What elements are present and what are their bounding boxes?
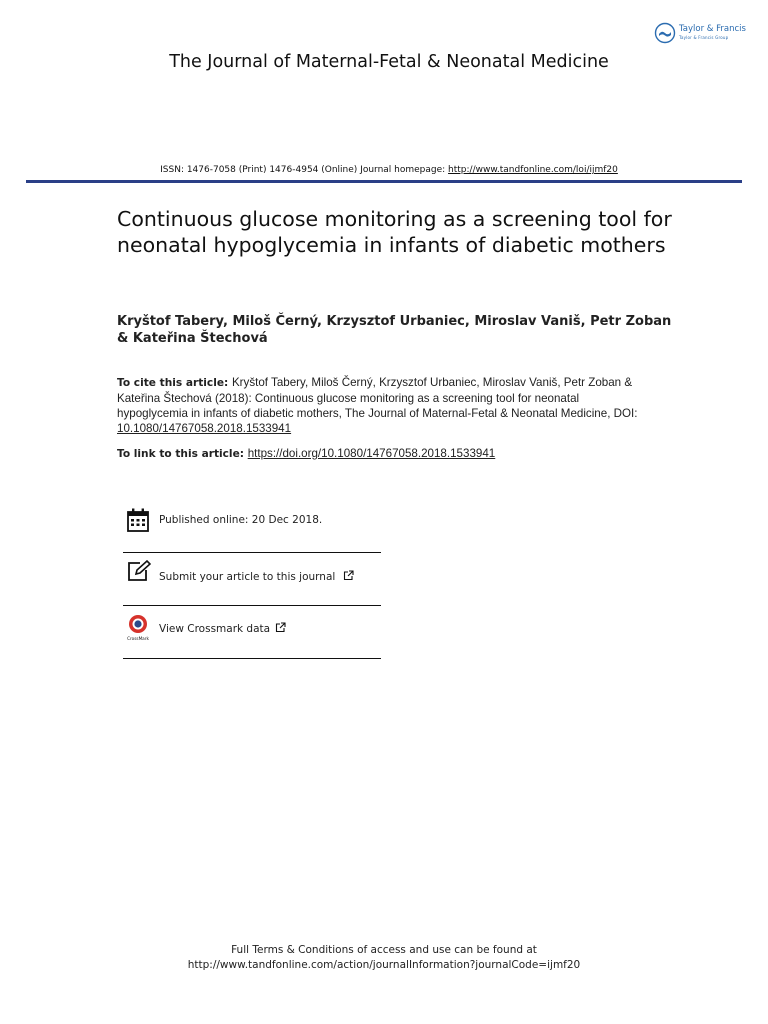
publisher-name: Taylor & Francis <box>679 24 746 34</box>
external-link-icon <box>275 622 286 633</box>
calendar-icon <box>127 508 149 532</box>
citation-block <box>117 375 647 436</box>
publisher-group: Taylor & Francis Group <box>679 35 729 40</box>
footer-line-1: Full Terms & Conditions of access and use can be found at <box>231 944 537 956</box>
external-link-icon <box>343 570 354 581</box>
article-title: Continuous glucose monitoring as a screening tool for neonatal hypoglycemia in infants of diabetic mothers <box>117 207 672 257</box>
publisher-logo <box>654 22 750 48</box>
crossmark-logo-icon <box>125 614 151 642</box>
article-authors: Kryštof Tabery, Miloš Černý, Krzysztof Urbaniec, Miroslav Vaniš, Petr Zoban & Kateřina Štechová <box>117 314 672 346</box>
crossmark-text: View Crossmark data <box>159 623 271 635</box>
journal-title: The Journal of Maternal-Fetal & Neonatal Medicine <box>169 52 609 72</box>
link-label: To link to this article: <box>117 448 248 460</box>
divider <box>123 605 381 606</box>
published-online-row <box>123 508 381 534</box>
divider <box>123 658 381 659</box>
issn-line <box>0 165 768 175</box>
footer <box>0 943 768 972</box>
citation-text: Kryštof Tabery, Miloš Černý, Krzysztof Urbaniec, Miroslav Vaniš, Petr Zoban & Kateřina Štechová (2018): Continuous glucose monitoring as a screening tool for neonatal hypoglycemia in infants of diabetic mothers, The Journal of Maternal-Fetal & Neonatal Medicine, DOI: <box>117 376 638 420</box>
journal-homepage-link[interactable]: http://www.tandfonline.com/loi/ijmf20 <box>448 165 618 175</box>
taylor-francis-logo-icon <box>654 22 676 44</box>
citation-doi-link[interactable]: 10.1080/14767058.2018.1533941 <box>117 422 292 435</box>
article-link-line <box>117 446 677 462</box>
header-rule <box>26 180 742 183</box>
crossmark-link[interactable] <box>159 621 284 635</box>
divider <box>123 552 381 553</box>
crossmark-logo-text: CrossMark <box>127 636 149 641</box>
citation-label: To cite this article: <box>117 377 232 389</box>
footer-terms-link[interactable]: http://www.tandfonline.com/action/journalInformation?journalCode=ijmf20 <box>187 958 581 971</box>
submit-article-link[interactable] <box>159 569 350 583</box>
published-online-text: Published online: 20 Dec 2018. <box>159 514 323 526</box>
submit-article-text: Submit your article to this journal <box>159 571 336 583</box>
submit-article-row[interactable] <box>123 560 381 586</box>
edit-icon <box>127 560 151 582</box>
issn-text: ISSN: 1476-7058 (Print) 1476-4954 (Online) Journal homepage: <box>160 165 449 175</box>
crossmark-row[interactable] <box>123 614 381 642</box>
article-doi-link[interactable]: https://doi.org/10.1080/14767058.2018.1533941 <box>247 447 496 460</box>
